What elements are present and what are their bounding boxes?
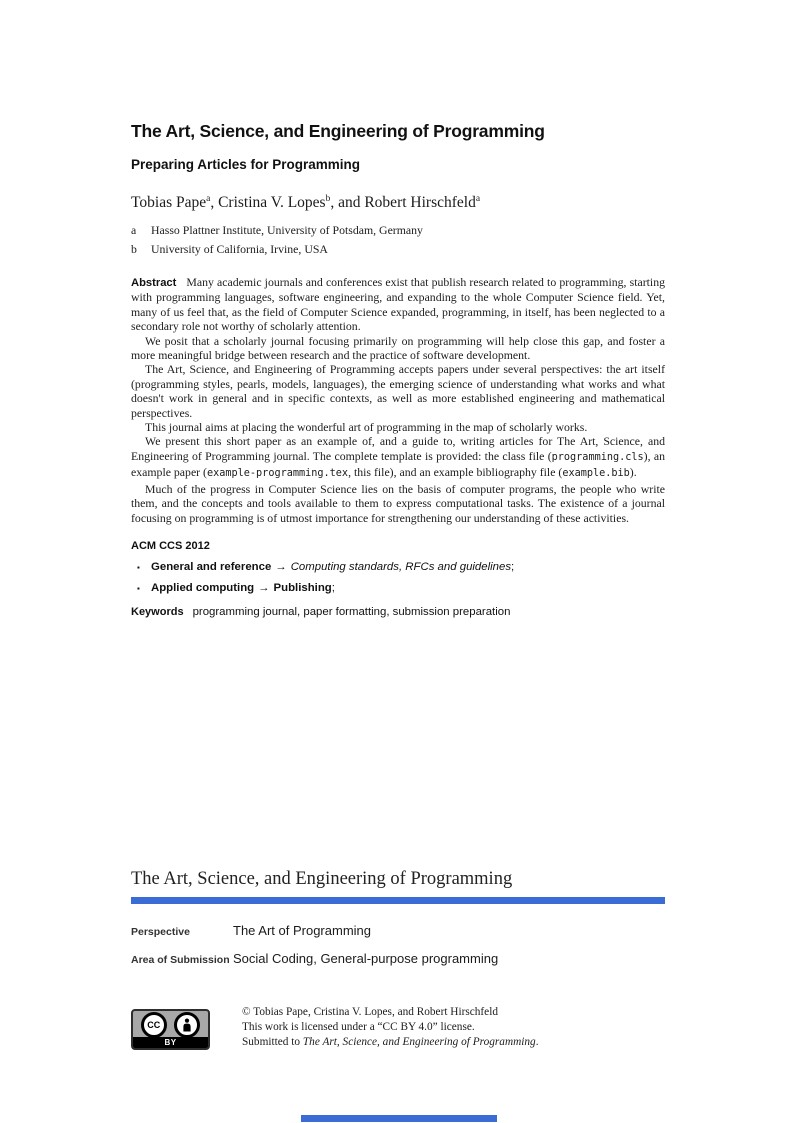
ccs-entry: Applied computing → Publishing; bbox=[151, 581, 335, 594]
author-name: , and Robert Hirschfeld bbox=[330, 194, 476, 211]
cc-by-strip: BY bbox=[133, 1037, 208, 1048]
meta-value: The Art of Programming bbox=[233, 923, 371, 938]
bullet-square-icon: ▪ bbox=[137, 583, 140, 593]
ccs-item bbox=[131, 582, 665, 594]
abstract-section bbox=[131, 275, 665, 525]
author-affiliation-mark: a bbox=[475, 194, 481, 204]
meta-row-perspective bbox=[131, 923, 371, 938]
license-section bbox=[131, 1005, 539, 1050]
cc-by-badge bbox=[131, 1009, 210, 1050]
author-affiliation-mark: a bbox=[206, 194, 211, 204]
ccs-section bbox=[131, 540, 665, 594]
affiliation-text: University of California, Irvine, USA bbox=[151, 241, 328, 256]
meta-label: Area of Submission bbox=[131, 954, 230, 966]
ccs-category: General and reference bbox=[151, 560, 272, 573]
journal-name-italic: The Art, Science, and Engineering of Programming bbox=[302, 1036, 536, 1048]
abstract-paragraph: Much of the progress in Computer Science lies on the basis of computer programs, the people who write them, and the concepts and tools available to them to express computational tasks. The existence of a journal focusing on programming is of utmost importance for strengthening our understanding of these activities. bbox=[131, 481, 665, 525]
affiliation-row bbox=[131, 221, 665, 240]
author-name: , Cristina V. Lopes bbox=[210, 194, 326, 211]
inline-code: example-programming.tex bbox=[206, 468, 349, 480]
keywords-section bbox=[131, 606, 665, 618]
abstract-paragraph: The Art, Science, and Engineering of Programming accepts papers under several perspectives: the art itself (programming styles, pearls, models, languages), the emerging science of understanding what works and what doesn't work in general and in specific contexts, as well as more established engineering and mathematical perspectives. bbox=[131, 362, 665, 420]
abstract-text: Many academic journals and conferences exist that publish research related to programming, starting with programming languages, software engineering, and expanding to the whole Computer Science field. Yet, many of us feel that, as the field of Computer Science expanded, programming, in itself, has been neglected to a secondary role not worthy of scholarly attention. bbox=[131, 275, 665, 334]
abstract-paragraph: This journal aims at placing the wonderful art of programming in the map of scholarly works. bbox=[145, 420, 588, 435]
footer-journal-title: The Art, Science, and Engineering of Programming bbox=[131, 869, 513, 889]
keywords-text: programming journal, paper formatting, submission preparation bbox=[192, 605, 511, 618]
abstract-paragraph: We posit that a scholarly journal focusing primarily on programming will help close this gap, and foster a more meaningful bridge between research and the practice of software development. bbox=[131, 333, 665, 363]
author-affiliation-mark: b bbox=[325, 194, 331, 204]
inline-code: programming.cls bbox=[551, 451, 644, 463]
meta-label: Perspective bbox=[131, 926, 190, 938]
abstract-label: Abstract bbox=[131, 277, 177, 289]
arrow-right-icon: → bbox=[275, 560, 287, 573]
license-submitted: Submitted to The Art, Science, and Engineering of Programming. bbox=[242, 1036, 539, 1048]
affiliation-text: Hasso Plattner Institute, University of Potsdam, Germany bbox=[151, 223, 423, 237]
affiliations bbox=[131, 221, 665, 258]
accent-rule bbox=[131, 897, 665, 904]
paper-title: The Art, Science, and Engineering of Programming bbox=[131, 121, 545, 141]
affiliation-marker: b bbox=[131, 241, 137, 256]
paper-subtitle: Preparing Articles for Programming bbox=[131, 157, 361, 172]
affiliation-marker: a bbox=[131, 223, 137, 237]
ccs-detail: Computing standards, RFCs and guidelines bbox=[290, 560, 512, 573]
inline-code: example.bib bbox=[562, 468, 630, 480]
ccs-category: Applied computing bbox=[151, 581, 255, 594]
abstract-paragraph: We present this short paper as an example of, and a guide to, writing articles for The Art, Science, and Engineering of Programming journal. The complete template is provided: the class file (programming.cls), an example paper (example-programming.tex, this file), and an example bibliography file (example.bib). bbox=[131, 434, 665, 480]
main-column bbox=[131, 121, 665, 618]
ccs-entry: General and reference → Computing standards, RFCs and guidelines; bbox=[151, 560, 515, 573]
bullet-square-icon: ▪ bbox=[137, 562, 140, 572]
license-line: This work is licensed under a “CC BY 4.0” license. bbox=[242, 1021, 475, 1033]
keywords-label: Keywords bbox=[131, 605, 184, 618]
license-text bbox=[242, 1005, 539, 1050]
meta-row-area-of-submission bbox=[131, 951, 498, 966]
meta-value: Social Coding, General-purpose programming bbox=[233, 951, 499, 966]
ccs-heading: ACM CCS 2012 bbox=[131, 539, 210, 552]
authors-line bbox=[131, 194, 665, 212]
cc-person-icon bbox=[174, 1012, 200, 1038]
abstract-paragraph bbox=[131, 275, 665, 334]
license-copyright: © Tobias Pape, Cristina V. Lopes, and Robert Hirschfeld bbox=[242, 1006, 498, 1018]
bottom-accent-rule bbox=[301, 1115, 497, 1122]
ccs-item bbox=[131, 561, 665, 573]
author-name: Tobias Pape bbox=[131, 194, 207, 211]
cc-logo-icon: CC bbox=[141, 1012, 167, 1038]
ccs-detail: Publishing bbox=[273, 581, 332, 594]
affiliation-row bbox=[131, 240, 665, 259]
arrow-right-icon: → bbox=[258, 581, 270, 594]
